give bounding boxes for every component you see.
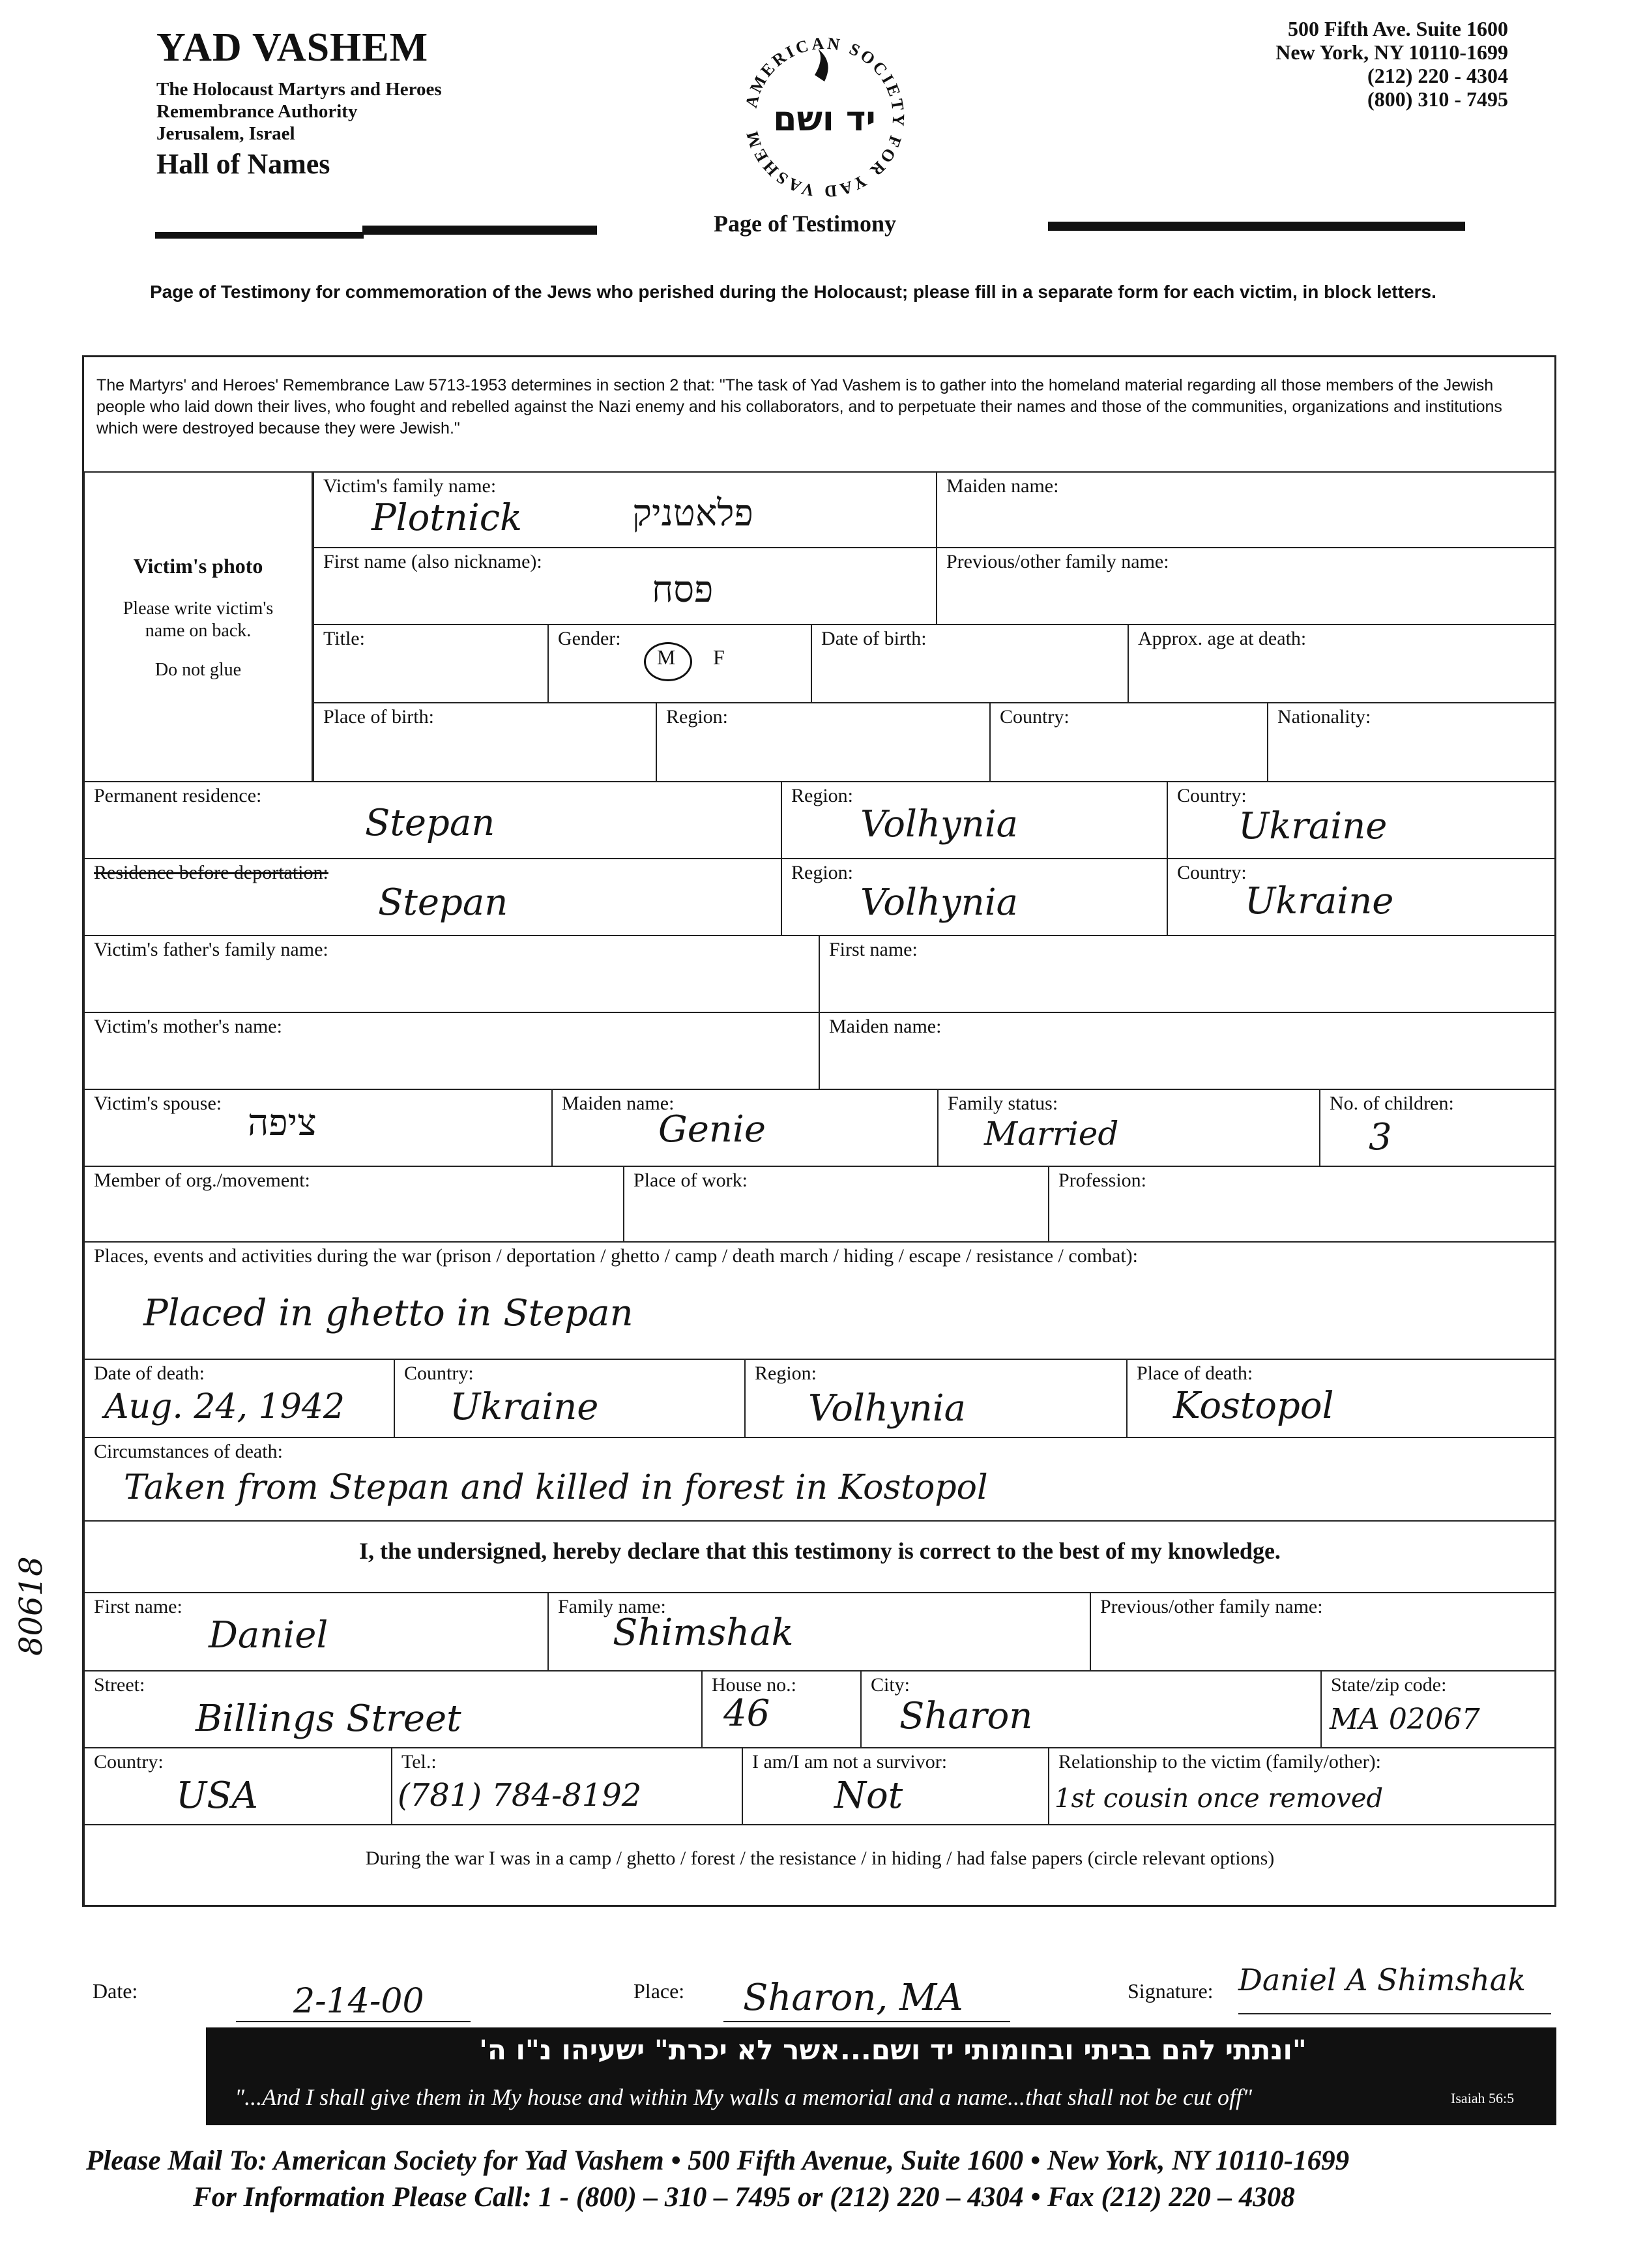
submitter-country-value: USA <box>176 1775 258 1817</box>
victim-pob-field[interactable] <box>313 702 657 782</box>
profession-field[interactable] <box>1048 1166 1556 1243</box>
children-field[interactable] <box>1319 1089 1556 1167</box>
label: Maiden name: <box>829 1016 942 1037</box>
circumstances-value: Taken from Stepan and killed in forest in Kostopol <box>124 1468 988 1507</box>
side-number: 80618 <box>13 1556 50 1656</box>
label: Date of birth: <box>821 628 927 649</box>
label: Maiden name: <box>946 475 1059 497</box>
death-region-value: Volhynia <box>808 1387 966 1430</box>
signature-underline <box>1238 2013 1551 2014</box>
wartime-places-value: Placed in ghetto in Stepan <box>143 1292 633 1334</box>
address-line-2: New York, NY 10110-1699 <box>1275 40 1508 64</box>
victim-family-name-value: Plotnick <box>371 497 523 539</box>
submitter-prev-name-field[interactable] <box>1090 1592 1556 1672</box>
society-logo <box>736 29 912 205</box>
logo-ring-text: AMERICAN SOCIETY FOR YAD VASHEM <box>741 33 909 201</box>
survivor-value: Not <box>834 1775 903 1817</box>
permanent-country-value: Ukraine <box>1238 805 1388 847</box>
address-line-3: (212) 220 - 4304 <box>1367 64 1508 87</box>
victim-first-name-field[interactable] <box>313 547 937 625</box>
signature-value: Daniel A Shimshak <box>1238 1962 1526 1997</box>
place-underline <box>723 2021 1010 2022</box>
residence-country-value: Ukraine <box>1245 880 1394 922</box>
place-of-work-field[interactable] <box>623 1166 1049 1243</box>
org-subtitle-1: The Holocaust Martyrs and Heroes <box>156 79 442 100</box>
house-no-value: 46 <box>723 1692 770 1735</box>
label: Place of work: <box>633 1170 748 1191</box>
victim-nationality-field[interactable] <box>1267 702 1556 782</box>
victim-dob-field[interactable] <box>811 624 1129 703</box>
victim-age-field[interactable] <box>1128 624 1556 703</box>
label: Title: <box>323 628 365 649</box>
residence-region-value: Volhynia <box>860 881 1018 924</box>
photo-note-1: Please write victim's <box>123 598 274 619</box>
victim-prev-name-field[interactable] <box>936 547 1556 625</box>
victim-first-name-hebrew: פסח <box>652 568 714 611</box>
telephone-value: (781) 784-8192 <box>398 1777 642 1814</box>
city-value: Sharon <box>899 1695 1033 1737</box>
label: Country: <box>1000 706 1070 728</box>
hall-of-names: Hall of Names <box>156 148 330 180</box>
footer-info-line: For Information Please Call: 1 - (800) – 310 – 7495 or (212) 220 – 4304 • Fax (212) 220 – 4308 <box>193 2182 1295 2213</box>
label: Permanent residence: <box>94 785 262 806</box>
label: Member of org./movement: <box>94 1170 310 1191</box>
place-of-death-value: Kostopol <box>1173 1385 1334 1427</box>
label: No. of children: <box>1330 1093 1454 1114</box>
label: First name: <box>829 939 918 960</box>
label: Country: <box>1177 862 1247 883</box>
victim-family-name-hebrew: פלאטניק <box>632 492 753 535</box>
label: Profession: <box>1058 1170 1146 1191</box>
label: Family status: <box>948 1093 1058 1114</box>
residence-before-value: Stepan <box>378 881 508 924</box>
date-of-death-value: Aug. 24, 1942 <box>104 1387 345 1426</box>
label: City: <box>871 1674 910 1696</box>
label: Country: <box>1177 785 1247 806</box>
death-country-value: Ukraine <box>450 1386 599 1428</box>
father-first-name-field[interactable] <box>819 935 1556 1013</box>
label: House no.: <box>712 1674 796 1696</box>
children-value: 3 <box>1369 1116 1392 1158</box>
submitter-family-name-value: Shimshak <box>613 1612 794 1654</box>
victim-title-field[interactable] <box>313 624 549 703</box>
label: Region: <box>666 706 728 728</box>
label: Places, events and activities during the war (prison / deportation / ghetto / camp / death march / hiding / escape / resistance / combat): <box>94 1245 1139 1267</box>
label: Victim's father's family name: <box>94 939 328 960</box>
footer-mail-line: Please Mail To: American Society for Yad Vashem • 500 Fifth Avenue, Suite 1600 • New York, NY 10110-1699 <box>86 2145 1350 2176</box>
date-value: 2-14-00 <box>293 1982 424 2021</box>
place-value: Sharon, MA <box>743 1977 963 2019</box>
street-value: Billings Street <box>196 1698 461 1740</box>
gender-f: F <box>713 645 725 669</box>
label: Nationality: <box>1277 706 1371 728</box>
label: Gender: <box>558 628 621 649</box>
victim-pob-country-field[interactable] <box>989 702 1268 782</box>
address-line-4: (800) 310 - 7495 <box>1367 87 1508 111</box>
label: Residence before deportation: <box>94 862 328 883</box>
victim-maiden-name-field[interactable] <box>936 471 1556 548</box>
label: Region: <box>791 785 853 806</box>
photo-note-2: name on back. <box>145 621 252 641</box>
label: First name: <box>94 1596 182 1617</box>
label: Victim's mother's name: <box>94 1016 282 1037</box>
label: First name (also nickname): <box>323 551 542 572</box>
intro-text: Page of Testimony for commemoration of the Jews who perished during the Holocaust; please fill in a separate form for each victim, in block letters. <box>150 282 1436 302</box>
mother-name-field[interactable] <box>83 1012 820 1090</box>
label: Family name: <box>558 1596 666 1617</box>
org-title: YAD VASHEM <box>156 25 429 70</box>
label: Victim's family name: <box>323 475 497 497</box>
label: Region: <box>791 862 853 883</box>
state-zip-value: MA 02067 <box>1330 1703 1480 1736</box>
date-label: Date: <box>93 1979 138 2003</box>
signature-label: Signature: <box>1128 1979 1214 2003</box>
label: I am/I am not a survivor: <box>752 1751 948 1773</box>
permanent-region-value: Volhynia <box>860 803 1018 846</box>
label: Approx. age at death: <box>1138 628 1307 649</box>
label: Relationship to the victim (family/other): <box>1058 1751 1381 1773</box>
header-rule-right <box>1048 222 1465 231</box>
place-label: Place: <box>633 1979 685 2003</box>
war-note-text: During the war I was in a camp / ghetto / forest / the resistance / in hiding / had false papers (circle relevant options) <box>365 1848 1275 1869</box>
label: Region: <box>755 1362 817 1384</box>
label: Country: <box>94 1751 164 1773</box>
victim-pob-region-field[interactable] <box>656 702 991 782</box>
declaration-text: I, the undersigned, hereby declare that this testimony is correct to the best of my knowledge. <box>359 1538 1281 1564</box>
label: Place of death: <box>1137 1362 1253 1384</box>
permanent-residence-value: Stepan <box>365 802 495 844</box>
label: State/zip code: <box>1331 1674 1447 1696</box>
relationship-value: 1st cousin once removed <box>1055 1784 1384 1814</box>
label: Date of death: <box>94 1362 205 1384</box>
address-block <box>1275 17 1508 111</box>
father-family-name-field[interactable] <box>83 935 820 1013</box>
label: Previous/other family name: <box>946 551 1169 572</box>
label: Street: <box>94 1674 145 1696</box>
spouse-maiden-value: Genie <box>658 1108 766 1151</box>
law-text: The Martyrs' and Heroes' Remembrance Law 5713-1953 determines in section 2 that: "The task of Yad Vashem is to gather into the homeland material regarding all those members of the Jewish people who laid down their lives, who fought and rebelled against the Nazi enemy and his collaborators, and to perpetuate their names and those of the communities, organizations and institutions which were destroyed because they were Jewish." <box>96 376 1502 437</box>
label: Previous/other family name: <box>1100 1596 1323 1617</box>
label: Country: <box>404 1362 474 1384</box>
spouse-hebrew-value: ציפה <box>248 1102 317 1144</box>
date-underline <box>236 2021 471 2022</box>
spouse-field[interactable] <box>83 1089 553 1167</box>
label: Victim's spouse: <box>94 1093 222 1114</box>
family-status-value: Married <box>984 1115 1119 1153</box>
photo-title: Victim's photo <box>133 554 263 578</box>
label: Place of birth: <box>323 706 434 728</box>
mother-maiden-name-field[interactable] <box>819 1012 1556 1090</box>
banner-ref: Isaiah 56:5 <box>1451 2090 1515 2106</box>
header-rule-left <box>155 232 364 239</box>
org-subtitle-2: Remembrance Authority <box>156 101 358 122</box>
header-rule-left-2 <box>362 226 597 235</box>
label: Circumstances of death: <box>94 1441 283 1462</box>
org-subtitle-3: Jerusalem, Israel <box>156 123 295 144</box>
flame-icon <box>815 49 828 81</box>
gender-m: M <box>657 645 676 669</box>
banner-hebrew: "ונתתי להם בביתי ובחומותי יד ושם...אשר לא יכרת" ישעיהו נ"ו ה' <box>479 2034 1307 2066</box>
label: Tel.: <box>401 1751 437 1773</box>
submitter-first-name-value: Daniel <box>209 1614 328 1657</box>
member-org-field[interactable] <box>83 1166 624 1243</box>
photo-note-3: Do not glue <box>154 660 242 680</box>
form-title: Page of Testimony <box>714 211 897 237</box>
logo-hebrew: יד ושם <box>773 100 876 139</box>
label: Maiden name: <box>562 1093 675 1114</box>
banner-english: "...And I shall give them in My house and within My walls a memorial and a name...that shall not be cut off" <box>235 2084 1253 2110</box>
address-line-1: 500 Fifth Ave. Suite 1600 <box>1287 17 1508 40</box>
